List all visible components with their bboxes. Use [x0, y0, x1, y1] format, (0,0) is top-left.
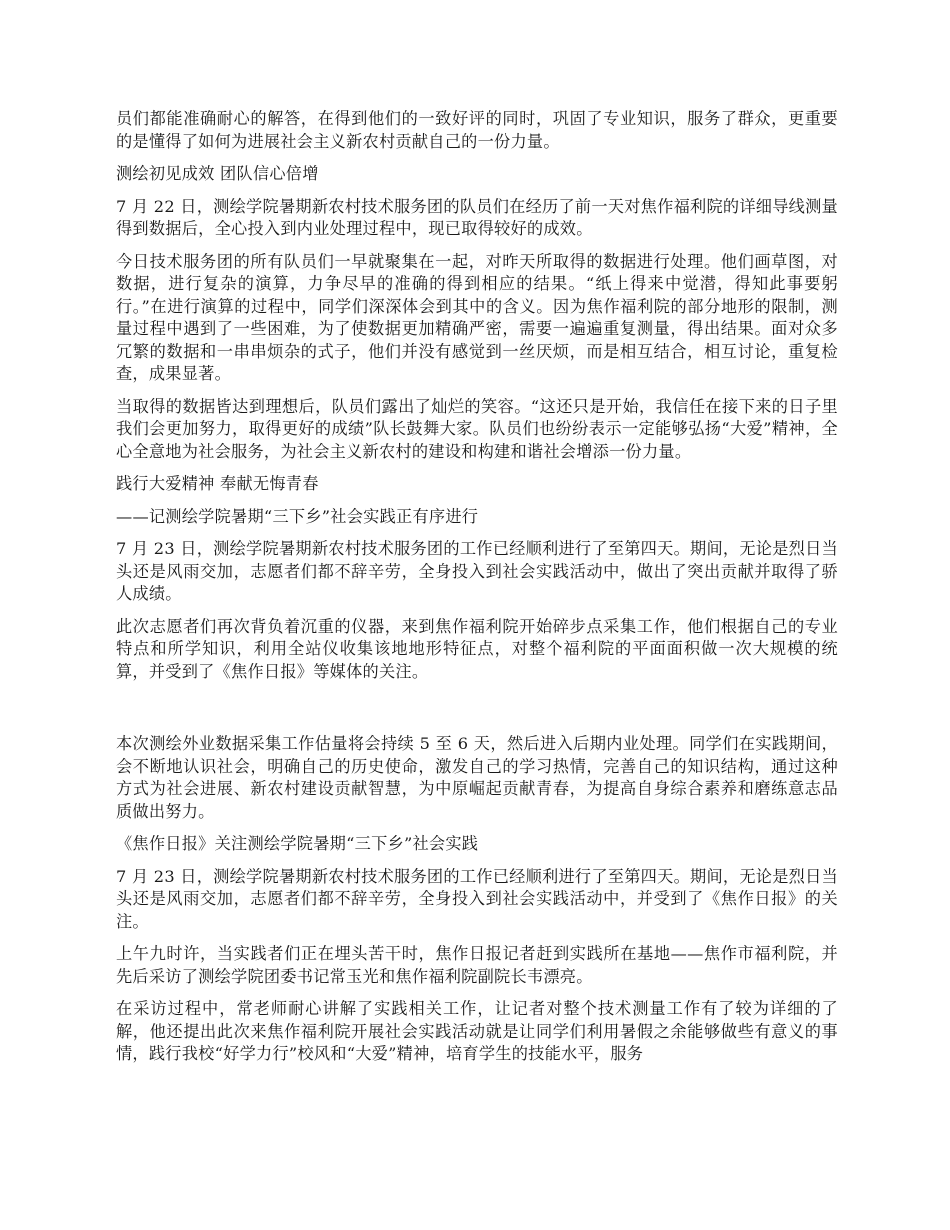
paragraph: 本次测绘外业数据采集工作估量将会持续 5 至 6 天，然后进入后期内业处理。同学们在实践期间，会不断地认识社会，明确自己的历史使命，激发自己的学习热情，完善自己的知识结构，通过这种方式为社会进展、新农村建设贡献智慧，为中原崛起贡献青春，为提高自身综合素养和磨练意志品质做出努力。	[116, 734, 838, 821]
paragraph: 此次志愿者们再次背负着沉重的仪器，来到焦作福利院开始碎步点采集工作，他们根据自己的专业特点和所学知识，利用全站仪收集该地地形特征点，对整个福利院的平面面积做一次大规模的统算，并受到了《焦作日报》等媒体的关注。	[116, 616, 838, 681]
blank-gap	[116, 693, 838, 733]
paragraph: 在采访过程中，常老师耐心讲解了实践相关工作，让记者对整个技术测量工作有了较为详细的了解，他还提出此次来焦作福利院开展社会实践活动就是让同学们利用暑假之余能够做些有意义的事情，践行我校“好学力行”校风和“大爱”精神，培育学生的技能水平，服务	[116, 999, 838, 1063]
paragraph: 上午九时许，当实践者们正在埋头苦干时，焦作日报记者赶到实践所在基地——焦作市福利院，并先后采访了测绘学院团委书记常玉光和焦作福利院副院长韦漂亮。	[116, 944, 838, 986]
section-heading: 测绘初见成效 团队信心倍增	[116, 164, 319, 183]
paragraph: 7 月 23 日，测绘学院暑期新农村技术服务团的工作已经顺利进行了至第四天。期间，无论是烈日当头还是风雨交加，志愿者们都不辞辛劳，全身投入到社会实践活动中，做出了突出贡献并取得了骄人成绩。	[116, 539, 838, 603]
paragraph: 7 月 23 日，测绘学院暑期新农村技术服务团的工作已经顺利进行了至第四天。期间，无论是烈日当头还是风雨交加，志愿者们都不辞辛劳，全身投入到社会实践活动中，并受到了《焦作日报》的关注。	[116, 866, 838, 931]
paragraph: 当取得的数据皆达到理想后，队员们露出了灿烂的笑容。“这还只是开始，我信任在接下来的日子里我们会更加努力，取得更好的成绩”队长鼓舞大家。队员们也纷纷表示一定能够弘扬“大爱”精神，全心全意地为社会服务，为社会主义新农村的建设和构建和谐社会增添一份力量。	[116, 396, 838, 461]
section-subheading: ——记测绘学院暑期“三下乡”社会实践正有序进行	[116, 506, 479, 526]
section-heading: 践行大爱精神 奉献无悔青春	[116, 474, 319, 493]
section-heading: 《焦作日报》关注测绘学院暑期“三下乡”社会实践	[116, 834, 479, 853]
paragraph: 7 月 22 日，测绘学院暑期新农村技术服务团的队员们在经历了前一天对焦作福利院的详细导线测量得到数据后，全心投入到内业处理过程中，现已取得较好的成效。	[116, 196, 838, 238]
document-body	[116, 108, 838, 1076]
paragraph: 员们都能准确耐心的解答，在得到他们的一致好评的同时，巩固了专业知识，服务了群众，更重要的是懂得了如何为进展社会主义新农村贡献自己的一份力量。	[116, 109, 838, 151]
paragraph: 今日技术服务团的所有队员们一早就聚集在一起，对昨天所取得的数据进行处理。他们画草图，对数据，进行复杂的演算，力争尽早的准确的得到相应的结果。“纸上得来中觉潜，得知此事要躬行。”在进行演算的过程中，同学们深深体会到其中的含义。因为焦作福利院的部分地形的限制，测量过程中遇到了一些困难，为了使数据更加精确严密，需要一遍遍重复测量，得出结果。面对众多冗繁的数据和一串串烦杂的式子，他们并没有感觉到一丝厌烦，而是相互结合，相互讨论，重复检查，成果显著。	[116, 251, 838, 383]
